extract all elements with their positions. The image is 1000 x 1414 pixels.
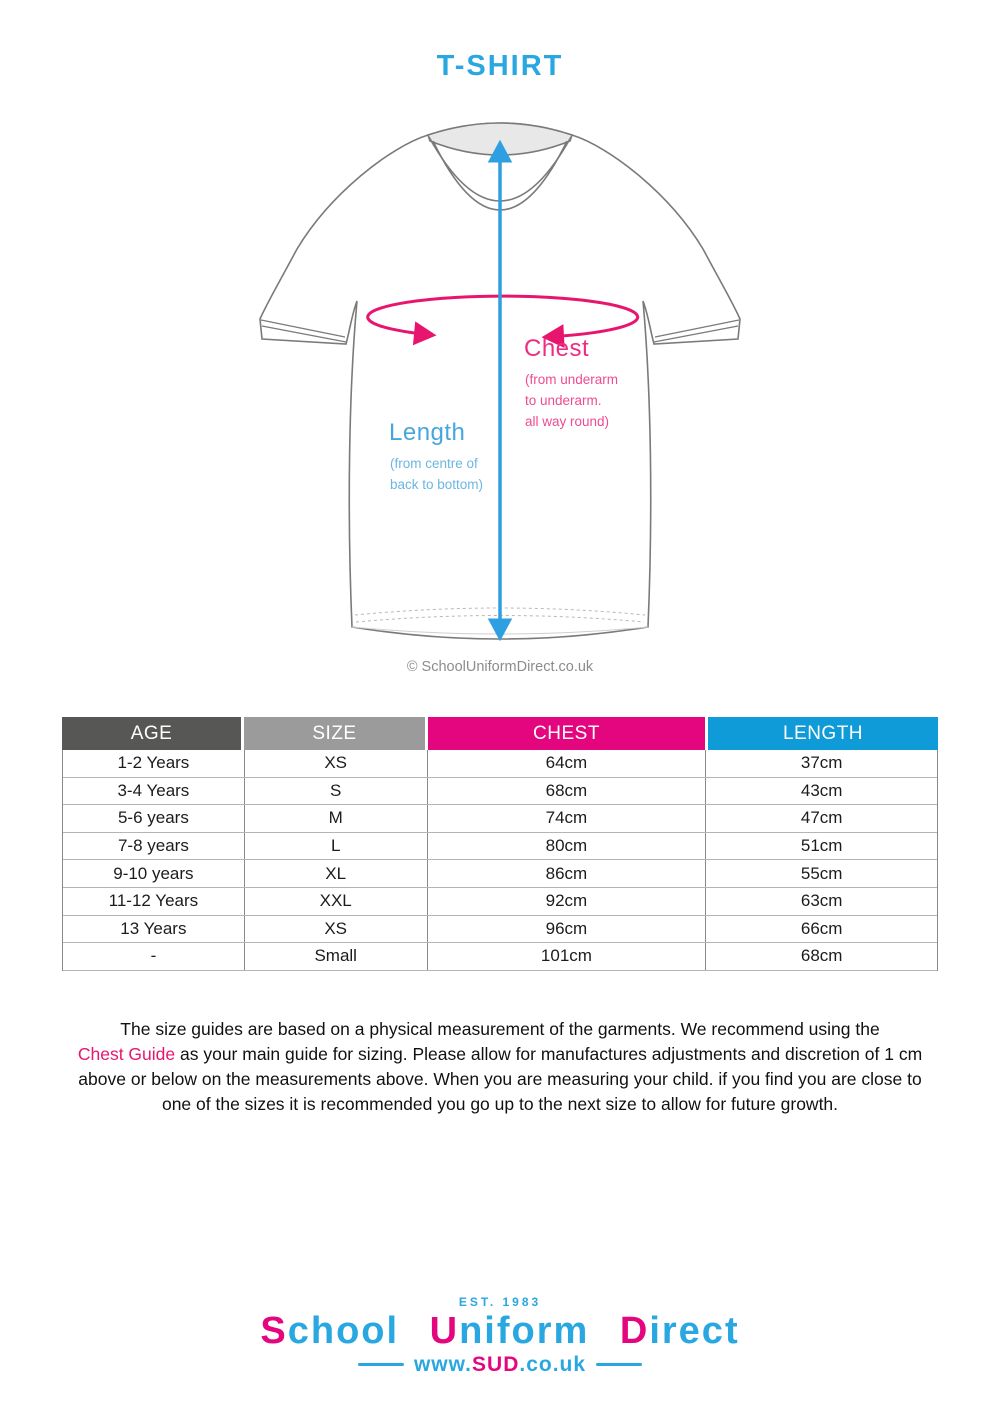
brand-initial: U [429,1309,460,1352]
chest-measure-loop-icon [368,296,638,337]
cell-length: 66cm [800,918,843,938]
table-row [63,943,937,971]
header-age: AGE [62,717,241,750]
cell-length: 47cm [800,808,843,828]
brand-name [0,1311,1000,1351]
cell-length: 55cm [800,863,843,883]
table-row [63,860,937,888]
cell-size: S [245,778,428,805]
size-table-body [62,750,938,971]
length-note [390,453,483,495]
chest-note-line: to underarm. [525,393,602,408]
cell-size: XS [245,916,428,943]
brand-rest: niform [459,1309,590,1352]
chest-note [525,369,618,432]
brand-initial: D [619,1309,650,1352]
header-length: LENGTH [708,717,938,750]
cell-age: 13 Years [63,916,245,943]
length-note-line: (from centre of [390,456,478,471]
note-line: above or below on the measurements above. When you are measuring your child. if you find you are close to [78,1068,922,1089]
brand-url [0,1353,1000,1377]
brand-word [620,1310,740,1352]
table-row [63,750,937,778]
cell-chest: 64cm [428,750,707,777]
cell-age: 9-10 years [63,860,245,887]
cell-age: 11-12 Years [63,888,245,915]
cell-length: 43cm [800,780,843,800]
cell-chest: 74cm [428,805,707,832]
cell-length: 63cm [800,891,843,911]
url-text [414,1353,586,1377]
est-text: EST. 1983 [458,1294,542,1309]
table-row [63,778,937,806]
cell-chest: 96cm [428,916,707,943]
table-row [63,805,937,833]
size-table-header-row [62,717,938,750]
cell-size: M [245,805,428,832]
cell-length: 37cm [800,753,843,773]
dash-line-icon [596,1363,642,1366]
brand-rest: chool [287,1309,400,1352]
brand-word [260,1310,399,1352]
tshirt-illustration [0,89,1000,699]
table-row [63,916,937,944]
chest-note-line: (from underarm [525,372,619,387]
brand-word [430,1310,590,1352]
header-chest: CHEST [428,717,705,750]
table-row [63,888,937,916]
cell-age: 3-4 Years [63,778,245,805]
cell-size: L [245,833,428,860]
cell-chest: 68cm [428,778,707,805]
cell-age: - [63,943,245,970]
dash-line-icon [358,1363,404,1366]
note-line [0,1042,1000,1067]
header-size: SIZE [244,717,425,750]
cell-size: XS [245,750,428,777]
size-table [62,717,938,971]
cell-size: XL [245,860,428,887]
chest-guide-link: Chest Guide [77,1043,176,1064]
cell-age: 5-6 years [63,805,245,832]
note-line: The size guides are based on a physical measurement of the garments. We recommend using the [120,1018,880,1039]
brand-rest: irect [649,1309,740,1352]
cell-length: 51cm [800,836,843,856]
note-line-rest: as your main guide for sizing. Please allow for manufactures adjustments and discretion of 1 cm [175,1043,923,1064]
cell-chest: 80cm [428,833,707,860]
length-note-line: back to bottom) [390,477,484,492]
sizing-note [0,1017,1000,1117]
table-row [63,833,937,861]
page-title: T-SHIRT [436,50,564,82]
cell-size: Small [245,943,428,970]
copyright-text: © SchoolUniformDirect.co.uk [406,659,594,675]
chest-note-line: all way round) [525,414,610,429]
cell-chest: 101cm [428,943,707,970]
brand-initial: S [260,1309,288,1352]
url-pre: www. [413,1352,473,1376]
url-post: .co.uk [519,1352,587,1376]
cell-chest: 92cm [428,888,707,915]
cell-size: XXL [245,888,428,915]
note-line: one of the sizes it is recommended you go up to the next size to allow for future growth. [161,1093,839,1114]
cell-chest: 86cm [428,860,707,887]
tshirt-size-diagram [0,89,1000,699]
cell-age: 7-8 years [63,833,245,860]
chest-label: Chest [524,335,590,362]
brand-logo [0,1295,1000,1377]
cell-length: 68cm [800,946,843,966]
length-label: Length [389,419,466,446]
url-mid: SUD [472,1352,520,1376]
cell-age: 1-2 Years [63,750,245,777]
